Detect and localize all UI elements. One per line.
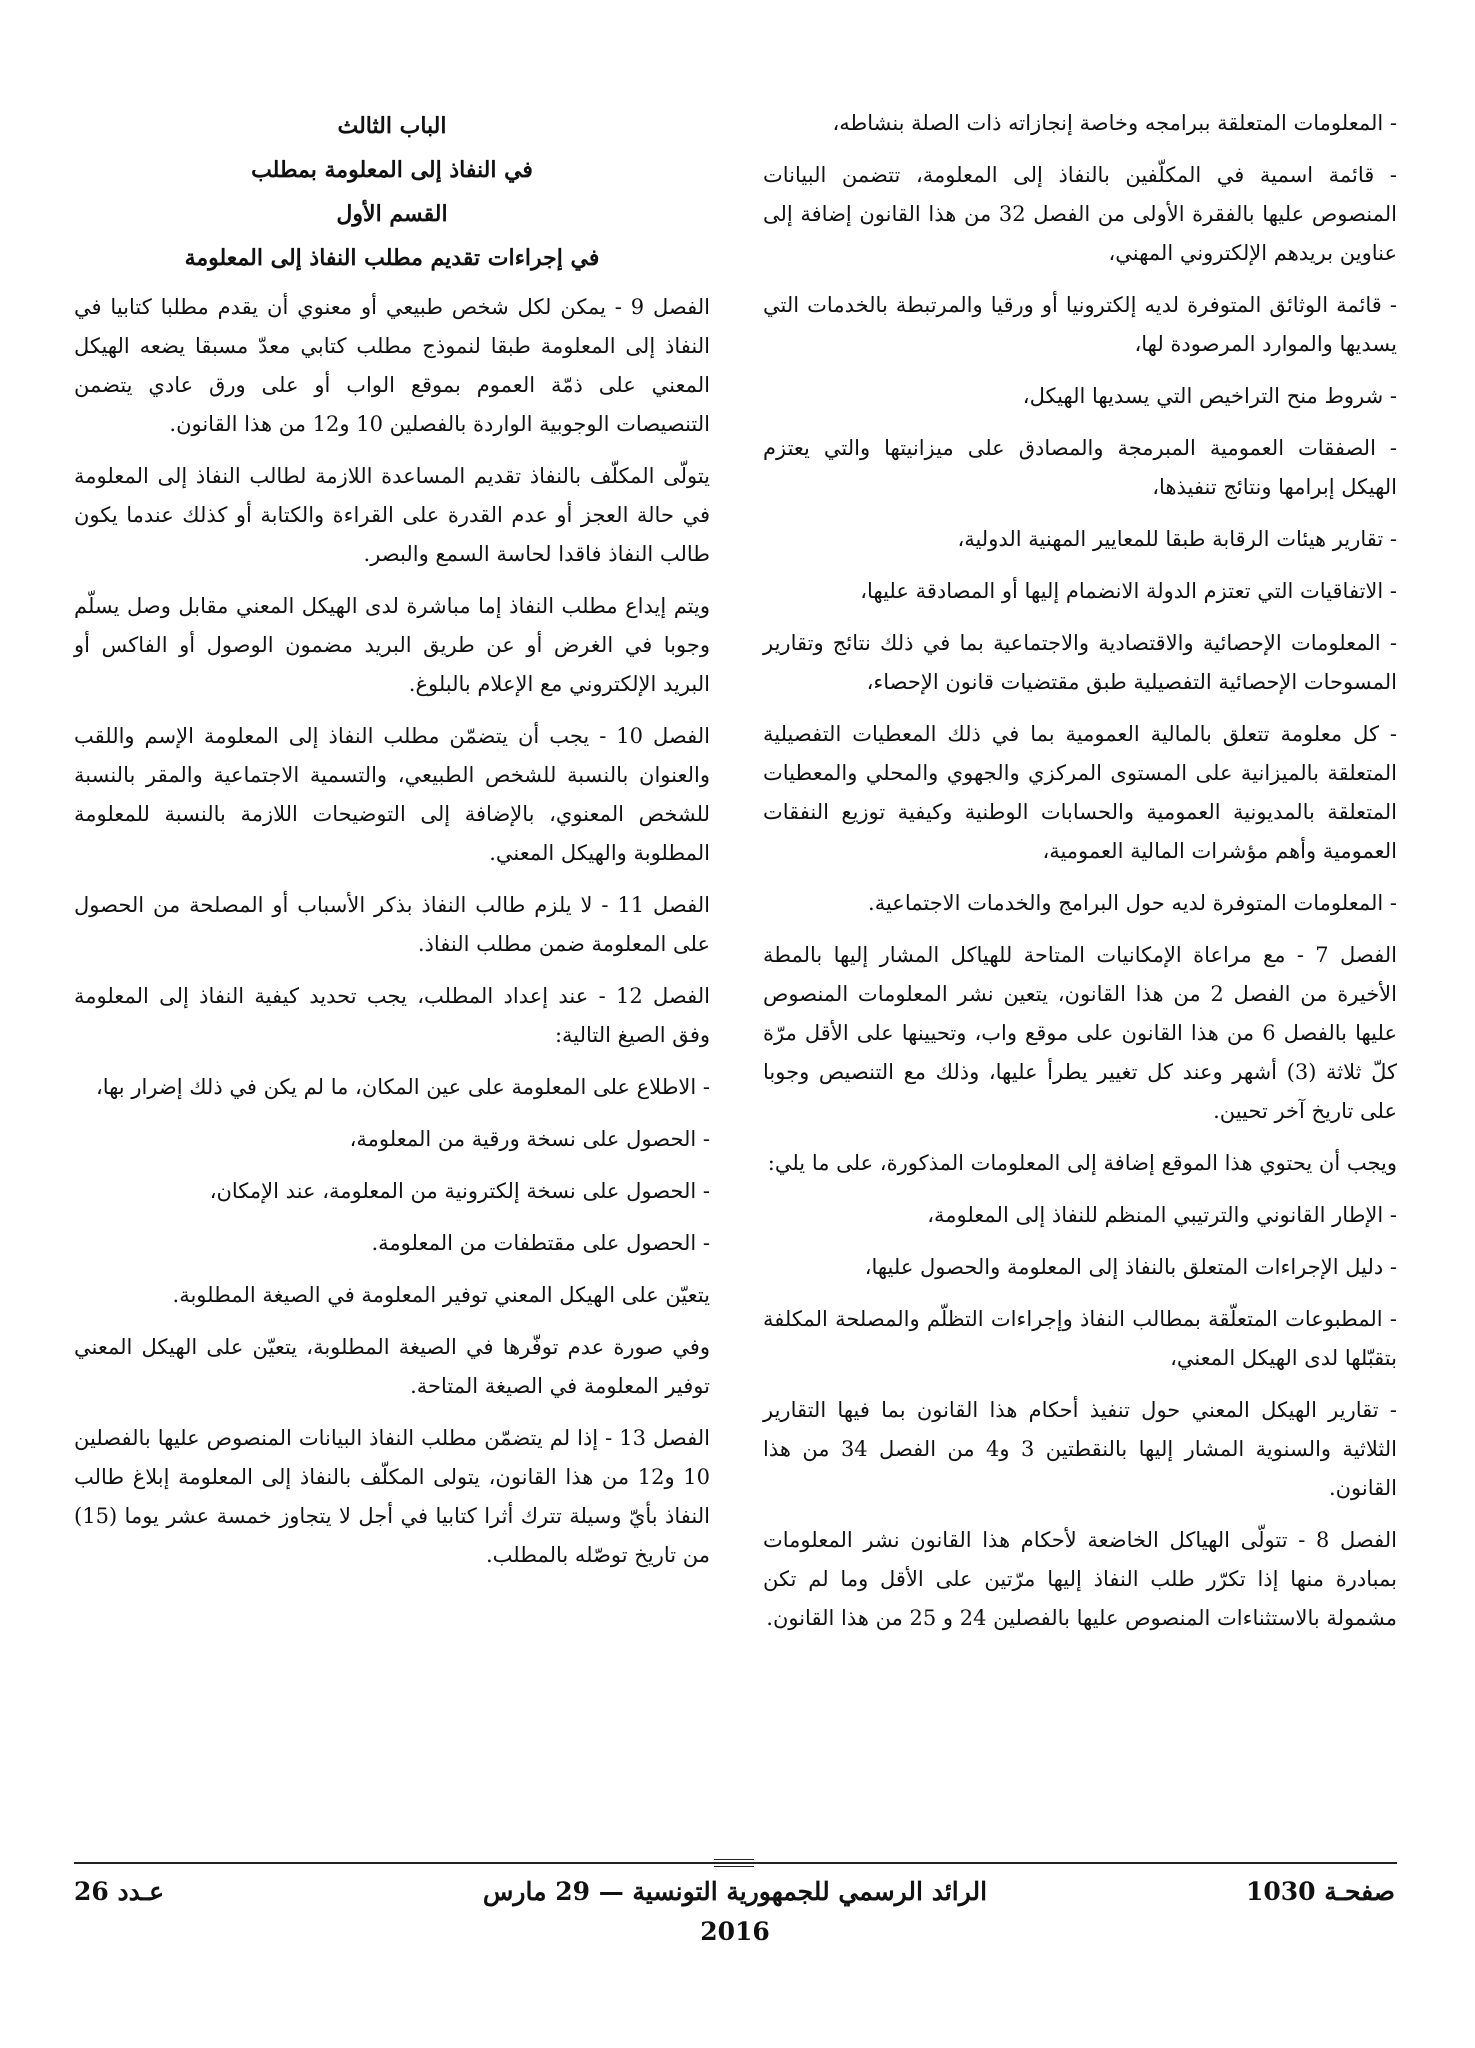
paragraph: - الاتفاقيات التي تعتزم الدولة الانضمام إليها أو المصادقة عليها، <box>860 579 1397 603</box>
paragraph: - الاطلاع على المعلومة على عين المكان، ما لم يكن في ذلك إضرار بها، <box>95 1075 710 1099</box>
paragraph: - المعلومات المتوفرة لديه حول البرامج والخدمات الاجتماعية. <box>868 891 1397 915</box>
paragraph: يتولّى المكلّف بالنفاذ تقديم المساعدة اللازمة لطالب النفاذ إلى المعلومة في حالة العجز أو عدم القدرة على القراءة والكتابة أو كذلك عندما يكون طالب النفاذ فاقدا لحاسة السمع والبصر. <box>74 464 710 566</box>
section-heading: القسم الأول <box>336 201 448 227</box>
paragraph: - شروط منح التراخيص التي يسديها الهيكل، <box>1022 384 1397 408</box>
issue-number: عـدد 26 <box>74 1877 164 1906</box>
paragraph: - تقارير هيئات الرقابة طبقا للمعايير المهنية الدولية، <box>957 527 1397 551</box>
right-column <box>763 104 1397 1651</box>
paragraph: وفي صورة عدم توفّرها في الصيغة المطلوبة، يتعيّن على الهيكل المعني توفير المعلومة في الصيغة المتاحة. <box>74 1335 710 1398</box>
paragraph: - الحصول على نسخة ورقية من المعلومة، <box>349 1127 710 1151</box>
page-number: صفحـة 1030 <box>1245 1877 1395 1906</box>
paragraph: ويجب أن يحتوي هذا الموقع إضافة إلى المعلومات المذكورة، على ما يلي: <box>767 1151 1397 1175</box>
article-12: الفصل 12 - عند إعداد المطلب، يجب تحديد كيفية النفاذ إلى المعلومة وفق الصيغ التالية: <box>74 984 710 1047</box>
article-13: الفصل 13 - إذا لم يتضمّن مطلب النفاذ البيانات المنصوص عليها بالفصلين 10 و12 من هذا القانون، يتولى المكلّف بالنفاذ إلى المعلومة إبلاغ طالب النفاذ بأيّ وسيلة تترك أثرا كتابيا في أجل لا يتجاوز خمسة عشر يوما (15) من تاريخ توصّله بالمطلب. <box>74 1426 710 1567</box>
article-8: الفصل 8 - تتولّى الهياكل الخاضعة لأحكام هذا القانون نشر المعلومات بمبادرة منها إذا تكرّر طلب النفاذ إليها مرّتين على الأقل وما لم تكن مشمولة بالاستثناءات المنصوص عليها بالفصلين 24 و 25 من هذا القانون. <box>763 1528 1397 1630</box>
section-title: في إجراءات تقديم مطلب النفاذ إلى المعلومة <box>184 245 600 271</box>
paragraph: - قائمة الوثائق المتوفرة لديه إلكترونيا أو ورقيا والمرتبطة بالخدمات التي يسديها والموارد المرصودة لها، <box>763 293 1397 356</box>
paragraph: - الحصول على مقتطفات من المعلومة. <box>371 1231 710 1255</box>
section-headings <box>74 104 710 280</box>
paragraph: - المعلومات المتعلقة ببرامجه وخاصة إنجازاته ذات الصلة بنشاطه، <box>832 111 1397 135</box>
paragraph: - المعلومات الإحصائية والاقتصادية والاجتماعية بما في ذلك نتائج وتقارير المسوحات الإحصائية التفصيلية طبق مقتضيات قانون الإحصاء، <box>763 631 1397 694</box>
left-column <box>74 104 710 1588</box>
article-10: الفصل 10 - يجب أن يتضمّن مطلب النفاذ إلى المعلومة الإسم واللقب والعنوان بالنسبة للشخص الطبيعي، والتسمية الاجتماعية والمقر بالنسبة للشخص المعنوي، بالإضافة إلى التوضيحات اللازمة بالنسبة للمعلومة المطلوبة والهيكل المعني. <box>74 724 710 865</box>
chapter-heading: الباب الثالث <box>337 113 447 139</box>
paragraph: - تقارير الهيكل المعني حول تنفيذ أحكام هذا القانون بما فيها التقارير الثلاثية والسنوية المشار إليها بالنقطتين 3 و4 من الفصل 34 من هذا القانون. <box>763 1398 1397 1500</box>
paragraph: ويتم إيداع مطلب النفاذ إما مباشرة لدى الهيكل المعني مقابل وصل يسلّم وجوبا في الغرض أو عن طريق البريد مضمون الوصول أو الفاكس أو البريد الإلكتروني مع الإعلام بالبلوغ. <box>74 594 710 696</box>
paragraph: - الإطار القانوني والترتيبي المنظم للنفاذ إلى المعلومة، <box>927 1203 1397 1227</box>
footer-divider <box>74 1862 1397 1864</box>
paragraph: - المطبوعات المتعلّقة بمطالب النفاذ وإجراءات التظلّم والمصلحة المكلفة بتقبّلها لدى الهيكل المعني، <box>763 1307 1397 1370</box>
paragraph: - الصفقات العمومية المبرمجة والمصادق على ميزانيتها والتي يعتزم الهيكل إبرامها ونتائج تنفيذها، <box>763 436 1397 499</box>
paragraph: - دليل الإجراءات المتعلق بالنفاذ إلى المعلومة والحصول عليها، <box>864 1255 1397 1279</box>
paragraph: - قائمة اسمية في المكلّفين بالنفاذ إلى المعلومة، تتضمن البيانات المنصوص عليها بالفقرة الأولى من الفصل 32 من هذا القانون إضافة إلى عناوين بريدهم الإلكتروني المهني، <box>763 163 1397 265</box>
article-11: الفصل 11 - لا يلزم طالب النفاذ بذكر الأسباب أو المصلحة من الحصول على المعلومة ضمن مطلب النفاذ. <box>74 893 710 956</box>
paragraph: - الحصول على نسخة إلكترونية من المعلومة، عند الإمكان، <box>209 1179 710 1203</box>
paragraph: يتعيّن على الهيكل المعني توفير المعلومة في الصيغة المطلوبة. <box>172 1283 710 1307</box>
paragraph: - كل معلومة تتعلق بالمالية العمومية بما في ذلك المعطيات التفصيلية المتعلقة بالميزانية على المستوى المركزي والجهوي والمحلي والمعطيات المتعلقة بالمديونية العمومية والحسابات الوطنية وكيفية توزيع النفقات العمومية وأهم مؤشرات المالية العمومية، <box>763 722 1397 863</box>
journal-title: الرائد الرسمي للجمهورية التونسية — 29 مارس 2016 <box>482 1877 988 1946</box>
chapter-title: في النفاذ إلى المعلومة بمطلب <box>251 157 533 183</box>
article-7: الفصل 7 - مع مراعاة الإمكانيات المتاحة للهياكل المشار إليها بالمطة الأخيرة من الفصل 2 من هذا القانون، يتعين نشر المعلومات المنصوص عليها بالفصل 6 من هذا القانون على موقع واب، وتحيينها على الأقل مرّة كلّ ثلاثة (3) أشهر وعند كل تغيير يطرأ عليها، وذلك مع التنصيص وجوبا على تاريخ آخر تحيين. <box>763 943 1397 1123</box>
divider-ornament <box>714 1859 754 1867</box>
article-9: الفصل 9 - يمكن لكل شخص طبيعي أو معنوي أن يقدم مطلبا كتابيا في النفاذ إلى المعلومة طبقا لنموذج مطلب كتابي معدّ مسبقا يضعه الهيكل المعني على ذمّة العموم بموقع الواب أو على ورق عادي يتضمن التنصيصات الوجوبية الواردة بالفصلين 10 و12 من هذا القانون. <box>74 295 710 436</box>
